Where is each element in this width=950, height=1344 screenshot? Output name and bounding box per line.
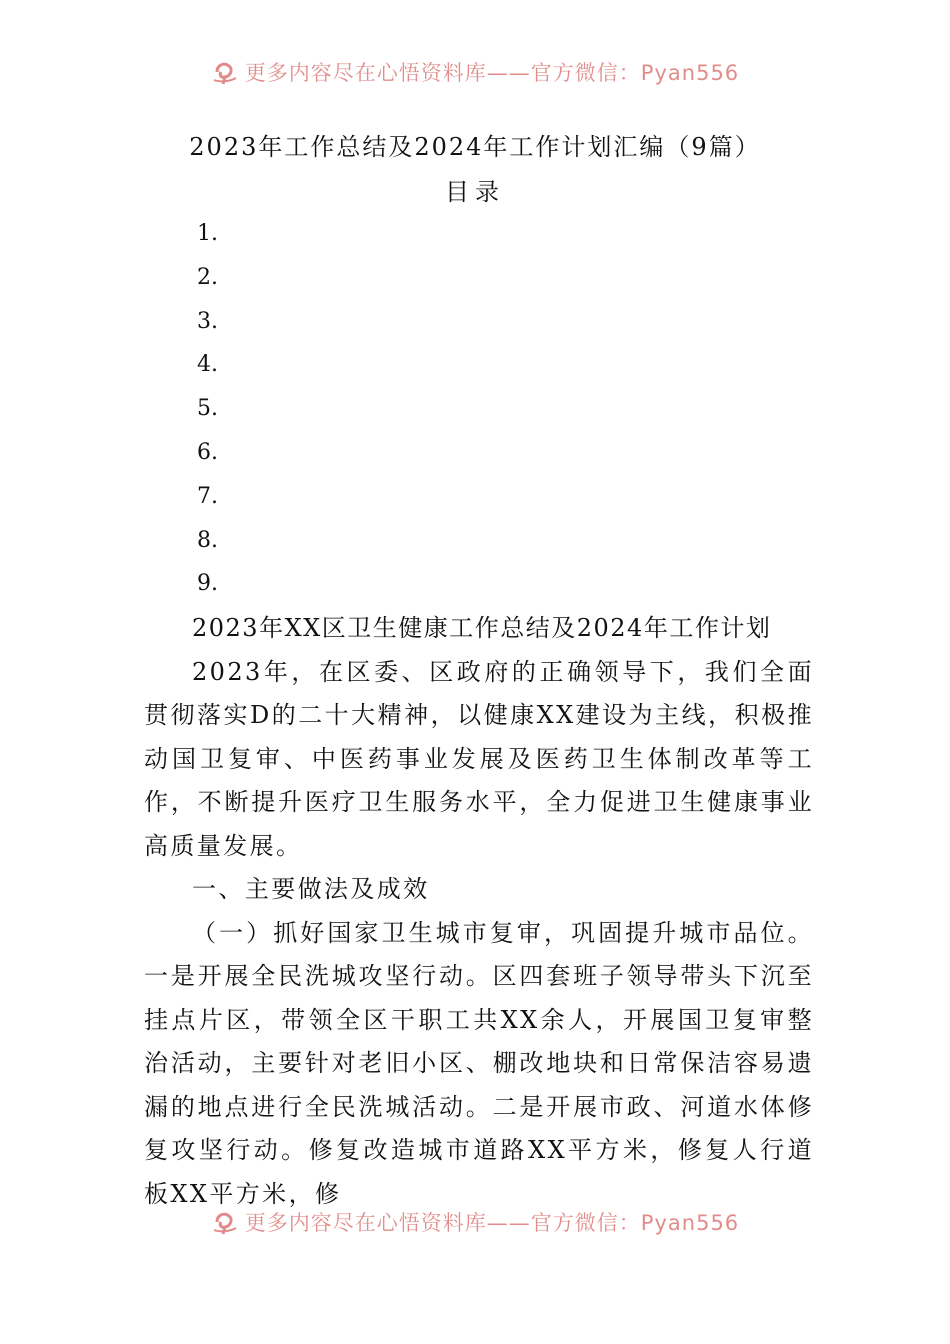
toc-item[interactable]: 9. xyxy=(197,571,218,597)
document-title: 2023年工作总结及2024年工作计划汇编（9篇） xyxy=(189,133,761,161)
toc-heading: 目录 xyxy=(445,178,505,206)
watermark-text: 更多内容尽在心悟资料库——官方微信：Pyan556 xyxy=(244,61,740,85)
toc-item[interactable]: 8. xyxy=(197,527,218,553)
toc-item[interactable]: 1. xyxy=(197,221,218,246)
heading-one: 一、主要做法及成效 xyxy=(192,875,430,903)
toc-item[interactable]: 6. xyxy=(197,439,218,465)
toc-item[interactable]: 5. xyxy=(197,396,218,422)
document-body xyxy=(144,607,814,1216)
toc-item[interactable]: 3. xyxy=(197,308,218,334)
section-title: 2023年XX区卫生健康工作总结及2024年工作计划 xyxy=(192,614,772,642)
header-watermark xyxy=(0,52,950,92)
footer-watermark xyxy=(0,1202,950,1242)
toc-item[interactable]: 2. xyxy=(197,264,218,290)
brand-logo-icon xyxy=(211,58,239,86)
table-of-contents xyxy=(197,218,218,612)
toc-item[interactable]: 7. xyxy=(197,483,218,509)
watermark-text: 更多内容尽在心悟资料库——官方微信：Pyan556 xyxy=(244,1211,740,1235)
intro-paragraph: 2023年，在区委、区政府的正确领导下，我们全面贯彻落实D的二十大精神，以健康XX建设为主线，积极推动国卫复审、中医药事业发展及医药卫生体制改革等工作，不断提升医疗卫生服务水平，全力促进卫生健康事业高质量发展。 xyxy=(144,657,814,860)
toc-item[interactable]: 4. xyxy=(197,352,218,378)
brand-logo-icon xyxy=(211,1208,239,1236)
paragraph-one: （一）抓好国家卫生城市复审，巩固提升城市品位。一是开展全民洗城攻坚行动。区四套班子领导带头下沉至挂点片区，带领全区干职工共XX余人，开展国卫复审整治活动，主要针对老旧小区、棚改地块和日常保洁容易遗漏的地点进行全民洗城活动。二是开展市政、河道水体修复攻坚行动。修复改造城市道路XX平方米，修复人行道板XX平方米，修 xyxy=(144,918,814,1208)
